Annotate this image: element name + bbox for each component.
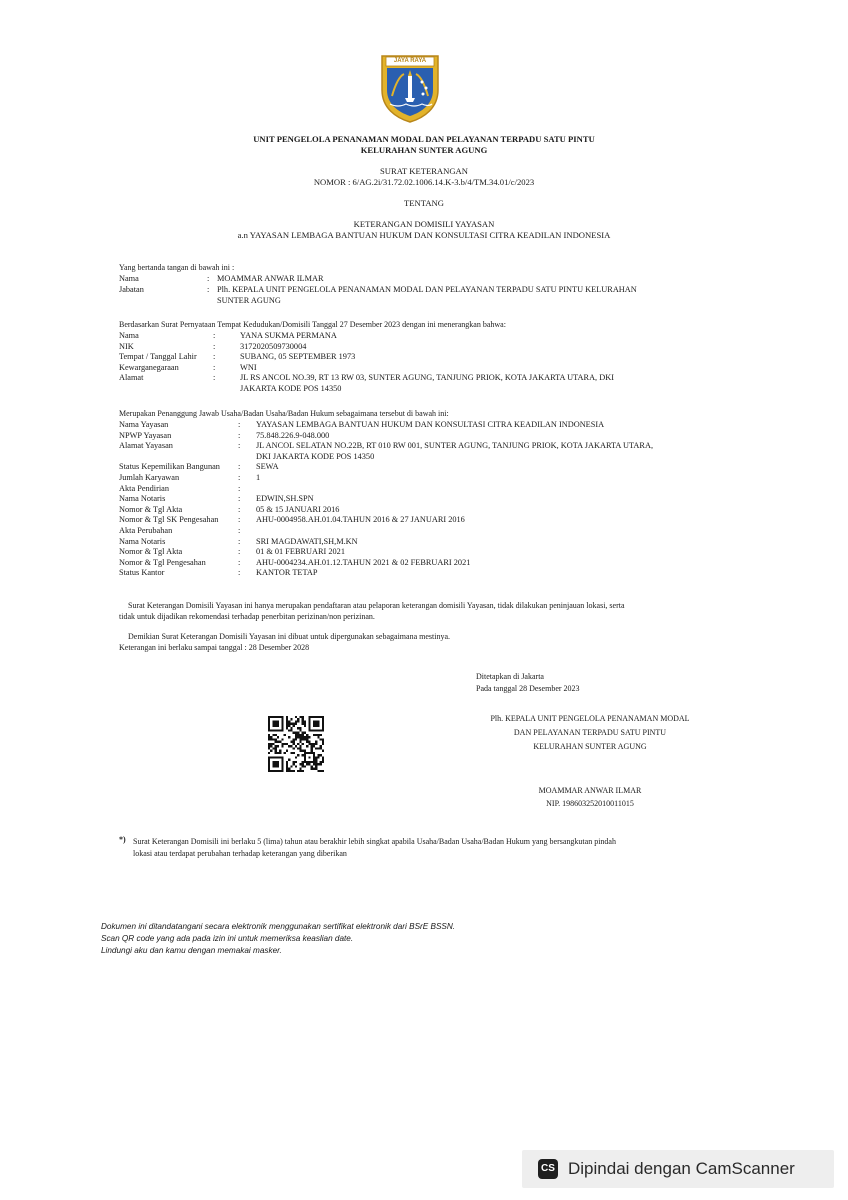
- qr-module: [317, 756, 319, 758]
- qr-module: [297, 718, 299, 720]
- qr-module: [281, 743, 283, 745]
- header-line-2: KELURAHAN SUNTER AGUNG: [360, 145, 488, 155]
- qr-module: [270, 750, 272, 752]
- field-label: Nomor & Tgl Akta: [119, 547, 183, 557]
- signature-date: Pada tanggal 28 Desember 2023: [476, 684, 580, 693]
- field-colon: :: [238, 536, 241, 546]
- qr-module: [317, 747, 319, 749]
- qr-module: [293, 723, 295, 725]
- qr-module: [302, 716, 304, 718]
- qr-module: [279, 752, 281, 754]
- qr-module: [272, 738, 274, 740]
- qr-module: [299, 736, 301, 738]
- field-value: JL RS ANCOL NO.39, RT 13 RW 03, SUNTER AGUNG, TANJUNG PRIOK, KOTA JAKARTA UTARA, DKI: [240, 373, 614, 383]
- jakarta-emblem-icon: [378, 52, 442, 124]
- qr-module: [272, 747, 274, 749]
- qr-module: [268, 734, 270, 736]
- field-label: Jumlah Karyawan: [119, 473, 180, 482]
- qr-module: [286, 770, 288, 772]
- field-colon: :: [213, 331, 216, 340]
- qr-module: [315, 763, 317, 765]
- qr-module: [270, 743, 272, 745]
- field-label: Nama: [119, 274, 139, 283]
- qr-module: [293, 761, 295, 763]
- qr-module: [308, 743, 310, 745]
- qr-module: [284, 743, 286, 745]
- field-label: Nama Yayasan: [119, 420, 169, 429]
- qr-module: [322, 761, 324, 763]
- qr-module: [299, 727, 301, 729]
- qr-module: [304, 723, 306, 725]
- qr-module: [308, 741, 310, 743]
- qr-module: [320, 734, 322, 736]
- qr-module: [275, 734, 277, 736]
- header-line-1: UNIT PENGELOLA PENANAMAN MODAL DAN PELAYANAN TERPADU SATU PINTU: [253, 134, 595, 144]
- field-value: EDWIN,SH.SPN: [256, 494, 314, 504]
- qr-module: [286, 720, 288, 722]
- field-colon: :: [238, 441, 241, 451]
- field-colon: :: [238, 462, 241, 472]
- qr-module: [293, 752, 295, 754]
- qr-module: [322, 756, 324, 758]
- letter-about-label: TENTANG: [404, 198, 444, 208]
- signature-name: MOAMMAR ANWAR ILMAR: [538, 786, 642, 795]
- field-colon: :: [207, 274, 210, 283]
- field-colon: :: [238, 483, 241, 493]
- qr-module: [313, 745, 315, 747]
- field-label: Akta Pendirian: [119, 483, 170, 493]
- field-label: Status Kantor: [119, 568, 165, 578]
- qr-module: [290, 745, 292, 747]
- signature-title-1: Plh. KEPALA UNIT PENGELOLA PENANAMAN MODAL: [490, 714, 690, 723]
- qr-module: [299, 768, 301, 770]
- letter-subject-line-1: KETERANGAN DOMISILI YAYASAN: [353, 219, 495, 229]
- qr-module: [286, 716, 288, 718]
- letter-subject-line-2: a.n YAYASAN LEMBAGA BANTUAN HUKUM DAN KONSULTASI CITRA KEADILAN INDONESIA: [237, 230, 611, 240]
- qr-module: [322, 741, 324, 743]
- qr-module: [293, 725, 295, 727]
- qr-module: [302, 720, 304, 722]
- field-value: 75.848.226.9-048.000: [256, 430, 330, 440]
- field-value: 01 & 01 FEBRUARI 2021: [256, 547, 345, 557]
- qr-module: [286, 750, 288, 752]
- qr-module: [322, 770, 324, 772]
- field-value: 1: [256, 473, 261, 482]
- letter-type: SURAT KETERANGAN: [380, 166, 468, 176]
- qr-module: [288, 768, 290, 770]
- field-label: Nama Notaris: [119, 494, 166, 504]
- qr-module: [286, 765, 288, 767]
- qr-module: [290, 727, 292, 729]
- qr-module: [302, 718, 304, 720]
- qr-module: [299, 745, 301, 747]
- field-value: WNI: [240, 362, 257, 372]
- field-label: NPWP Yayasan: [119, 430, 172, 440]
- qr-module: [306, 736, 308, 738]
- qr-module: [320, 745, 322, 747]
- qr-module: [286, 768, 288, 770]
- field-value: AHU-0004958.AH.01.04.TAHUN 2016 & 27 JANUARI 2016: [256, 515, 465, 525]
- qr-module: [288, 725, 290, 727]
- qr-module: [311, 747, 313, 749]
- qr-module: [308, 763, 310, 765]
- qr-module: [311, 743, 313, 745]
- qr-module: [293, 741, 295, 743]
- field-value: 05 & 15 JANUARI 2016: [256, 504, 340, 514]
- field-colon: :: [238, 504, 241, 514]
- qr-module: [306, 763, 308, 765]
- footnote-line-2: lokasi atau terdapat perubahan terhadap keterangan yang diberikan: [133, 849, 347, 858]
- qr-module: [311, 750, 313, 752]
- camscanner-watermark: [522, 1150, 834, 1188]
- qr-module: [295, 716, 297, 718]
- qr-module: [302, 761, 304, 763]
- field-colon: :: [238, 494, 241, 504]
- qr-module: [295, 723, 297, 725]
- qr-module: [286, 727, 288, 729]
- qr-module: [290, 729, 292, 731]
- signature-nip: NIP. 198603252010011015: [546, 799, 634, 808]
- field-colon: :: [213, 341, 216, 351]
- qr-module: [315, 747, 317, 749]
- qr-module: [293, 747, 295, 749]
- qr-module: [290, 765, 292, 767]
- disclaimer-line-2: Scan QR code yang ada pada izin ini untuk memeriksa keaslian date.: [101, 934, 354, 943]
- qr-module: [279, 741, 281, 743]
- qr-module: [302, 738, 304, 740]
- field-label: NIK: [119, 341, 134, 351]
- field-colon: :: [238, 473, 241, 482]
- signature-place: Ditetapkan di Jakarta: [476, 672, 544, 681]
- field-colon: :: [238, 430, 241, 440]
- field-label: Kewarganegaraan: [119, 362, 179, 372]
- qr-module: [322, 738, 324, 740]
- qr-module: [322, 759, 324, 761]
- qr-module: [290, 770, 292, 772]
- signer-jabatan-continued: SUNTER AGUNG: [217, 296, 281, 305]
- qr-module: [302, 770, 304, 772]
- field-value: SEWA: [256, 462, 279, 472]
- qr-module: [317, 763, 319, 765]
- qr-module: [320, 738, 322, 740]
- qr-module: [268, 745, 270, 747]
- field-value: MOAMMAR ANWAR ILMAR: [217, 274, 324, 283]
- qr-module: [277, 752, 279, 754]
- qr-module: [288, 729, 290, 731]
- qr-module: [281, 745, 283, 747]
- qr-module: [270, 745, 272, 747]
- qr-module: [288, 723, 290, 725]
- qr-module: [293, 743, 295, 745]
- qr-module: [286, 763, 288, 765]
- qr-module: [317, 754, 319, 756]
- qr-module: [279, 750, 281, 752]
- qr-module: [308, 756, 310, 758]
- signature-title-2: DAN PELAYANAN TERPADU SATU PINTU: [513, 728, 667, 737]
- signer-intro: Yang bertanda tangan di bawah ini :: [119, 263, 235, 272]
- qr-module: [317, 734, 319, 736]
- qr-module: [293, 770, 295, 772]
- field-label: Tempat / Tanggal Lahir: [119, 352, 197, 362]
- closing-line-2: Keterangan ini berlaku sampai tanggal : 28 Desember 2028: [119, 643, 310, 652]
- field-value: KANTOR TETAP: [256, 568, 318, 578]
- field-value: JL ANCOL SELATAN NO.22B, RT 010 RW 001, SUNTER AGUNG, TANJUNG PRIOK, KOTA JAKARTA UTARA,: [256, 441, 654, 451]
- qr-module: [268, 747, 270, 749]
- qr-module: [304, 736, 306, 738]
- qr-module: [302, 723, 304, 725]
- notice-line-2: tidak untuk dijadikan rekomendasi terhadap penerbitan perizinan/non perizinan.: [119, 612, 375, 621]
- qr-module: [286, 718, 288, 720]
- disclaimer-line-3: Lindungi aku dan kamu dengan memakai masker.: [101, 946, 282, 955]
- qr-module: [313, 743, 315, 745]
- qr-module: [304, 750, 306, 752]
- field-value: YAYASAN LEMBAGA BANTUAN HUKUM DAN KONSULTASI CITRA KEADILAN INDONESIA: [256, 420, 605, 429]
- qr-module: [304, 720, 306, 722]
- qr-module: [302, 765, 304, 767]
- qr-module: [290, 752, 292, 754]
- qr-module: [295, 738, 297, 740]
- qr-module: [317, 736, 319, 738]
- camscanner-label: Dipindai dengan CamScanner: [568, 1159, 795, 1178]
- qr-module: [275, 738, 277, 740]
- qr-module: [304, 725, 306, 727]
- field-value: YANA SUKMA PERMANA: [240, 331, 337, 340]
- field-colon: :: [213, 362, 216, 372]
- qr-module: [290, 718, 292, 720]
- qr-module: [297, 770, 299, 772]
- qr-module: [272, 720, 279, 727]
- closing-line-1: Demikian Surat Keterangan Domisili Yayasan ini dibuat untuk dipergunakan sebagaimana mestinya.: [128, 632, 451, 641]
- field-label: Nomor & Tgl Pengesahan: [119, 557, 206, 567]
- field-label: Alamat: [119, 373, 144, 383]
- qr-module: [313, 768, 315, 770]
- qr-module: [299, 763, 301, 765]
- qr-module: [293, 763, 295, 765]
- qr-module: [320, 747, 322, 749]
- qr-module: [268, 738, 270, 740]
- qr-module: [275, 745, 277, 747]
- qr-module: [306, 741, 308, 743]
- qr-module: [295, 734, 297, 736]
- qr-module: [272, 734, 274, 736]
- field-label: Nama: [119, 331, 139, 340]
- qr-module: [313, 763, 315, 765]
- field-value: SUBANG, 05 SEPTEMBER 1973: [240, 352, 356, 362]
- qr-module: [288, 745, 290, 747]
- qr-module: [306, 738, 308, 740]
- field-colon: :: [238, 557, 241, 567]
- disclaimer-line-1: Dokumen ini ditandatangani secara elektronik menggunakan sertifikat elektronik dari BSrE BSSN.: [101, 922, 456, 931]
- field-colon: :: [213, 352, 216, 362]
- signature-title-3: KELURAHAN SUNTER AGUNG: [533, 742, 647, 751]
- field-colon: :: [238, 526, 241, 535]
- qr-module: [302, 763, 304, 765]
- field-colon: :: [238, 420, 241, 429]
- qr-module: [288, 759, 290, 761]
- qr-module: [297, 743, 299, 745]
- qr-module: [299, 716, 301, 718]
- person-block: [119, 331, 759, 401]
- qr-module: [288, 736, 290, 738]
- qr-module: [302, 754, 304, 756]
- qr-module: [311, 765, 313, 767]
- qr-module: [299, 741, 301, 743]
- qr-module: [304, 765, 306, 767]
- qr-module: [315, 761, 317, 763]
- qr-module: [288, 770, 290, 772]
- qr-module: [284, 752, 286, 754]
- qr-module: [268, 743, 270, 745]
- qr-module: [302, 732, 304, 734]
- qr-module: [297, 754, 299, 756]
- qr-module: [295, 765, 297, 767]
- emblem-motto: JAYA RAYA: [393, 58, 427, 64]
- qr-code-icon[interactable]: [268, 716, 324, 772]
- qr-module: [320, 761, 322, 763]
- field-value: 3172020509730004: [240, 341, 307, 351]
- qr-module: [272, 743, 274, 745]
- qr-module: [315, 734, 317, 736]
- qr-module: [281, 738, 283, 740]
- qr-module: [286, 725, 288, 727]
- qr-module: [302, 734, 304, 736]
- field-colon: :: [207, 285, 210, 294]
- qr-module: [297, 720, 299, 722]
- qr-module: [302, 736, 304, 738]
- qr-module: [293, 738, 295, 740]
- qr-module: [297, 727, 299, 729]
- field-colon: :: [238, 547, 241, 557]
- qr-module: [297, 732, 299, 734]
- field-label: Akta Perubahan: [119, 526, 173, 535]
- qr-module: [304, 732, 306, 734]
- qr-module: [295, 745, 297, 747]
- field-value: Plh. KEPALA UNIT PENGELOLA PENANAMAN MODAL DAN PELAYANAN TERPADU SATU PINTU KELURAHAN: [217, 285, 637, 294]
- qr-module: [290, 723, 292, 725]
- qr-module: [299, 750, 301, 752]
- qr-module: [299, 734, 301, 736]
- qr-module: [322, 750, 324, 752]
- qr-module: [315, 768, 317, 770]
- qr-module: [288, 720, 290, 722]
- qr-module: [295, 761, 297, 763]
- field-colon: :: [213, 373, 216, 383]
- qr-module: [315, 741, 317, 743]
- footnote-line-1: Surat Keterangan Domisili ini berlaku 5 (lima) tahun atau berakhir lebih singkat apabila Usaha/Badan Usaha/Badan Hukum yang bersangkutan pindah: [133, 837, 616, 846]
- qr-module: [277, 736, 279, 738]
- qr-module: [304, 738, 306, 740]
- qr-module: [313, 734, 315, 736]
- qr-module: [286, 723, 288, 725]
- qr-module: [277, 745, 279, 747]
- qr-module: [268, 752, 270, 754]
- qr-module: [315, 743, 317, 745]
- qr-module: [306, 745, 308, 747]
- person-alamat-continued: JAKARTA KODE POS 14350: [240, 384, 342, 393]
- qr-module: [286, 743, 288, 745]
- qr-module: [315, 759, 317, 761]
- field-label: Nomor & Tgl SK Pengesahan: [119, 515, 219, 525]
- qr-module: [299, 729, 301, 731]
- field-value: SRI MAGDAWATI,SH,M.KN: [256, 536, 358, 546]
- statement-intro: Berdasarkan Surat Pernyataan Tempat Kedudukan/Domisili Tanggal 27 Desember 2023 dengan ini menerangkan bahwa:: [119, 320, 506, 329]
- footnote-marker: *): [119, 835, 126, 844]
- qr-module: [315, 765, 317, 767]
- qr-module: [302, 750, 304, 752]
- qr-module: [277, 741, 279, 743]
- qr-module: [297, 734, 299, 736]
- qr-module: [295, 720, 297, 722]
- qr-module: [322, 743, 324, 745]
- qr-module: [286, 761, 288, 763]
- qr-module: [317, 770, 319, 772]
- camscanner-icon: CS: [538, 1159, 558, 1179]
- qr-module: [320, 763, 322, 765]
- qr-module: [299, 770, 301, 772]
- field-value: AHU-0004234.AH.01.12.TAHUN 2021 & 02 FEBRUARI 2021: [256, 557, 471, 567]
- field-label: Nomor & Tgl Akta: [119, 504, 183, 514]
- org-row-continued: DKI JAKARTA KODE POS 14350: [256, 451, 375, 461]
- qr-module: [320, 754, 322, 756]
- qr-module: [299, 738, 301, 740]
- qr-module: [308, 736, 310, 738]
- letter-number: NOMOR : 6/AG.2i/31.72.02.1006.14.K-3.b/4/TM.34.01/c/2023: [313, 177, 535, 187]
- qr-module: [290, 741, 292, 743]
- qr-module: [311, 745, 313, 747]
- field-label: Jabatan: [119, 285, 144, 294]
- field-colon: :: [238, 568, 241, 578]
- qr-module: [295, 756, 297, 758]
- qr-module: [270, 738, 272, 740]
- qr-module: [313, 720, 320, 727]
- field-label: Alamat Yayasan: [119, 441, 173, 451]
- field-label: Nama Notaris: [119, 536, 166, 546]
- field-colon: :: [238, 515, 241, 525]
- qr-module: [297, 736, 299, 738]
- qr-module: [272, 761, 279, 768]
- qr-module: [297, 747, 299, 749]
- qr-module: [295, 732, 297, 734]
- qr-module: [306, 734, 308, 736]
- qr-module: [275, 747, 277, 749]
- notice-line-1: Surat Keterangan Domisili Yayasan ini hanya merupakan pendaftaran atau pelaporan keterangan domisili Yayasan, tidak dilakukan peninjauan lokasi, serta: [128, 601, 625, 610]
- qr-module: [270, 736, 272, 738]
- qr-module: [311, 768, 313, 770]
- qr-module: [284, 734, 286, 736]
- qr-module: [275, 741, 277, 743]
- field-label: Status Kepemilikan Bangunan: [119, 462, 220, 472]
- qr-module: [275, 752, 277, 754]
- org-block: [119, 420, 759, 590]
- qr-module: [268, 736, 270, 738]
- qr-module: [315, 756, 317, 758]
- qr-module: [320, 770, 322, 772]
- qr-module: [302, 743, 304, 745]
- org-intro: Merupakan Penanggung Jawab Usaha/Badan Usaha/Badan Hukum sebagaimana tersebut di bawah ini:: [119, 409, 449, 418]
- qr-module: [299, 747, 301, 749]
- qr-module: [295, 736, 297, 738]
- qr-module: [293, 732, 295, 734]
- qr-module: [275, 750, 277, 752]
